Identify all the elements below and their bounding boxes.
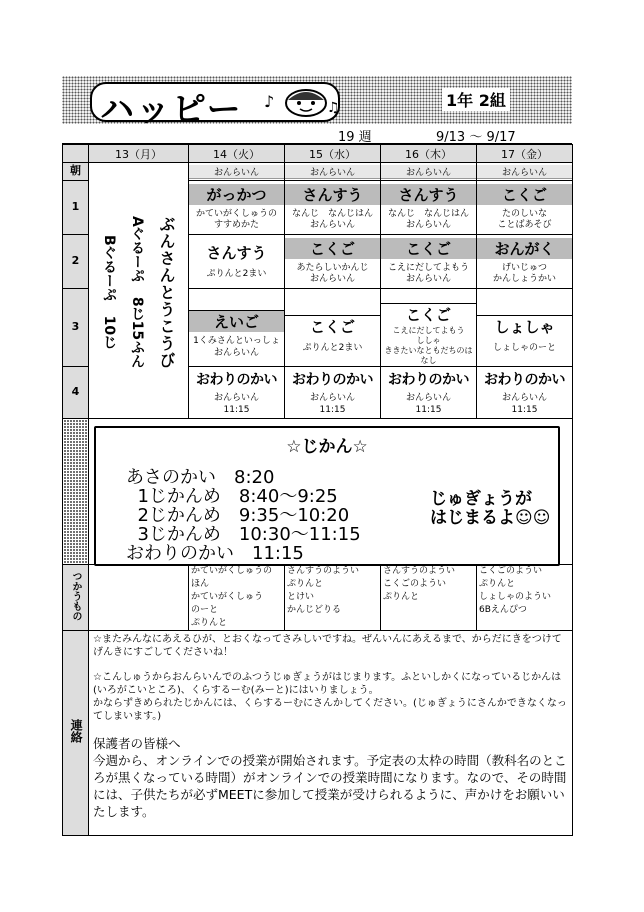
p1-tue (189, 181, 285, 235)
note: こえにだしてよもう ししゃ ききたいなともだちのはなし (384, 326, 473, 365)
day-header-fri: 17（金） (477, 145, 573, 163)
smiley-face-icon (282, 88, 340, 118)
p1-thu (381, 181, 477, 235)
supplies-list: こくごのようい ぷりんと しょしゃのようい 6Bえんぴつ (479, 566, 552, 615)
row-label-p1: 1 (63, 181, 89, 235)
p1-fri (477, 181, 573, 235)
schedule-remark-1: じゅぎょうが (430, 489, 532, 509)
schedule-lines (126, 468, 361, 563)
monday-group-b: Bぐるーぷ 10じ (101, 234, 117, 350)
subject: こくご (381, 238, 476, 259)
row-label-supplies (63, 565, 89, 631)
week-bar (62, 124, 572, 144)
morning-fri: おんらいん (477, 165, 572, 179)
p2-fri (477, 235, 573, 289)
note: ぷりんと2まい (302, 342, 363, 353)
day-header-thu: 16（木） (381, 145, 477, 163)
note: おんらいん 11:15 (213, 393, 259, 415)
page-title: ハッピー (100, 90, 243, 130)
schedule-line: おわりのかい 11:15 (126, 543, 304, 564)
row-label-p3: 3 (63, 289, 89, 367)
supplies-label: つかうもの (70, 570, 81, 621)
schedule-line: 2じかんめ 9:35～10:20 (126, 505, 350, 526)
subject: がっかつ (189, 184, 284, 205)
schedule-line: あさのかい 8:20 (126, 467, 275, 488)
note: げいじゅつ かんしょうかい (492, 262, 556, 284)
subject: こくご (477, 184, 572, 205)
row-label-morning: 朝 (63, 163, 89, 181)
p3-tue (189, 289, 285, 367)
contact-area (89, 631, 573, 836)
schedule-label-cell (63, 419, 89, 565)
subject: さんすう (381, 184, 476, 205)
supplies-tue (189, 565, 285, 631)
p4-fri (477, 367, 573, 419)
schedule-line: 3じかんめ 10:30～11:15 (126, 524, 361, 545)
subject: こくご (405, 306, 451, 324)
corner-cell (63, 145, 89, 163)
subject: おんがく (477, 238, 572, 259)
contact-label: 連絡 (69, 719, 84, 744)
schedule-line: 1じかんめ 8:40～9:25 (126, 486, 338, 507)
supplies-list: かていがくしゅうの ほん かていがくしゅう のーと ぷりんと (191, 566, 273, 628)
note: こえにだしてよもう おんらいん (387, 262, 469, 284)
p2-thu (381, 235, 477, 289)
svg-text:♫: ♫ (327, 100, 340, 116)
day-header-mon: 13（月） (89, 145, 189, 163)
note: おんらいん 11:15 (405, 393, 451, 415)
supplies-list: さんすうのようい ぷりんと とけい かんじどりる (287, 566, 360, 615)
p3-fri (477, 289, 573, 367)
note: おんらいん 11:15 (309, 393, 355, 415)
row-label-p4: 4 (63, 367, 89, 419)
schedule-remark-2: はじまるよ☺☺ (430, 508, 551, 528)
p2-wed (285, 235, 381, 289)
parent-body: 今週から、オンラインでの授業が開始されます。予定表の太枠の時間（教科名のところが黒くなっている時間）がオンラインでの授業時間になります。なので、その時間には、子供たちが必ずMEETに参加して授業が受けられるように、声かけをお願いいたします。 (93, 753, 567, 819)
row-label-contact (63, 631, 89, 836)
day-header-row (63, 145, 573, 163)
subject: こくご (285, 238, 380, 259)
day-header-wed: 15（水） (285, 145, 381, 163)
supplies-thu (381, 565, 477, 631)
week-number: 19 週 (338, 130, 372, 145)
row-label-p2: 2 (63, 235, 89, 289)
morning-wed: おんらいん (285, 165, 380, 179)
p3-wed (285, 289, 381, 367)
note: なんじ なんじはん おんらいん (291, 208, 373, 230)
contact-para-1: ☆またみんなにあえるひが、とおくなってさみしいですね。ぜんいんにあえるまで、からだにきをつけてげんきにすごしてくださいね！ (93, 634, 562, 658)
p4-tue (189, 367, 285, 419)
morning-thu: おんらいん (381, 165, 476, 179)
subject: おわりのかい (196, 372, 277, 389)
p4-wed (285, 367, 381, 419)
day-header-tue: 14（火） (189, 145, 285, 163)
note: かていがくしゅうの すすめかた (195, 208, 277, 230)
note: なんじ なんじはん おんらいん (387, 208, 469, 230)
subject: しょしゃ (494, 317, 555, 336)
subject: おわりのかい (484, 372, 565, 389)
supplies-list: さんすうのようい こくごのようい ぷりんと (383, 566, 456, 602)
schedule-title: ☆じかん☆ (286, 437, 368, 457)
date-range: 9/13 ～ 9/17 (436, 130, 516, 145)
note: あたらしいかんじ おんらいん (296, 262, 369, 284)
note: たのしいな ことばあそび (497, 208, 552, 230)
supplies-fri (477, 565, 573, 631)
morning-row (63, 163, 573, 181)
subject: おわりのかい (388, 372, 469, 389)
p3-thu (381, 289, 477, 367)
monday-title: ぶんさんとうこうび (157, 215, 176, 369)
parent-title: 保護者の皆様へ (93, 736, 181, 751)
supplies-row (63, 565, 573, 631)
monday-group-a: Aぐるーぷ 8じ15ふん (129, 215, 145, 369)
subject: さんすう (285, 184, 380, 205)
music-note-icon: ♪ (264, 92, 275, 111)
contact-row (63, 631, 573, 836)
supplies-mon (89, 565, 189, 631)
subject: さんすう (206, 244, 267, 263)
note: ぷりんと2まい (206, 269, 267, 280)
subject: こくご (309, 317, 355, 336)
contact-para-2: ☆こんしゅうからおんらいんでのふつうじゅぎょうがはじまります。ふといしかくになっているじかんは(いろがこいところ)、くらするーむ(みーと)にはいりましょう。 かならずきめられたじかんには、くらするーむにさんかしてください。(じゅぎょうにさんかできなくなってしまいます。) (93, 672, 567, 722)
supplies-wed (285, 565, 381, 631)
subject: おわりのかい (292, 372, 373, 389)
note: おんらいん 11:15 (501, 393, 547, 415)
p2-tue (189, 235, 285, 289)
title-box (90, 82, 340, 130)
note: 1くみさんといっしょ おんらいん (193, 336, 280, 358)
class-name: 1年 2組 (442, 88, 510, 111)
monday-note-cell (89, 163, 189, 419)
p1-wed (285, 181, 381, 235)
schedule-box (94, 426, 560, 566)
note: しょしゃのーと (492, 342, 556, 353)
subject: えいご (189, 311, 284, 332)
p4-thu (381, 367, 477, 419)
morning-tue: おんらいん (189, 165, 284, 179)
